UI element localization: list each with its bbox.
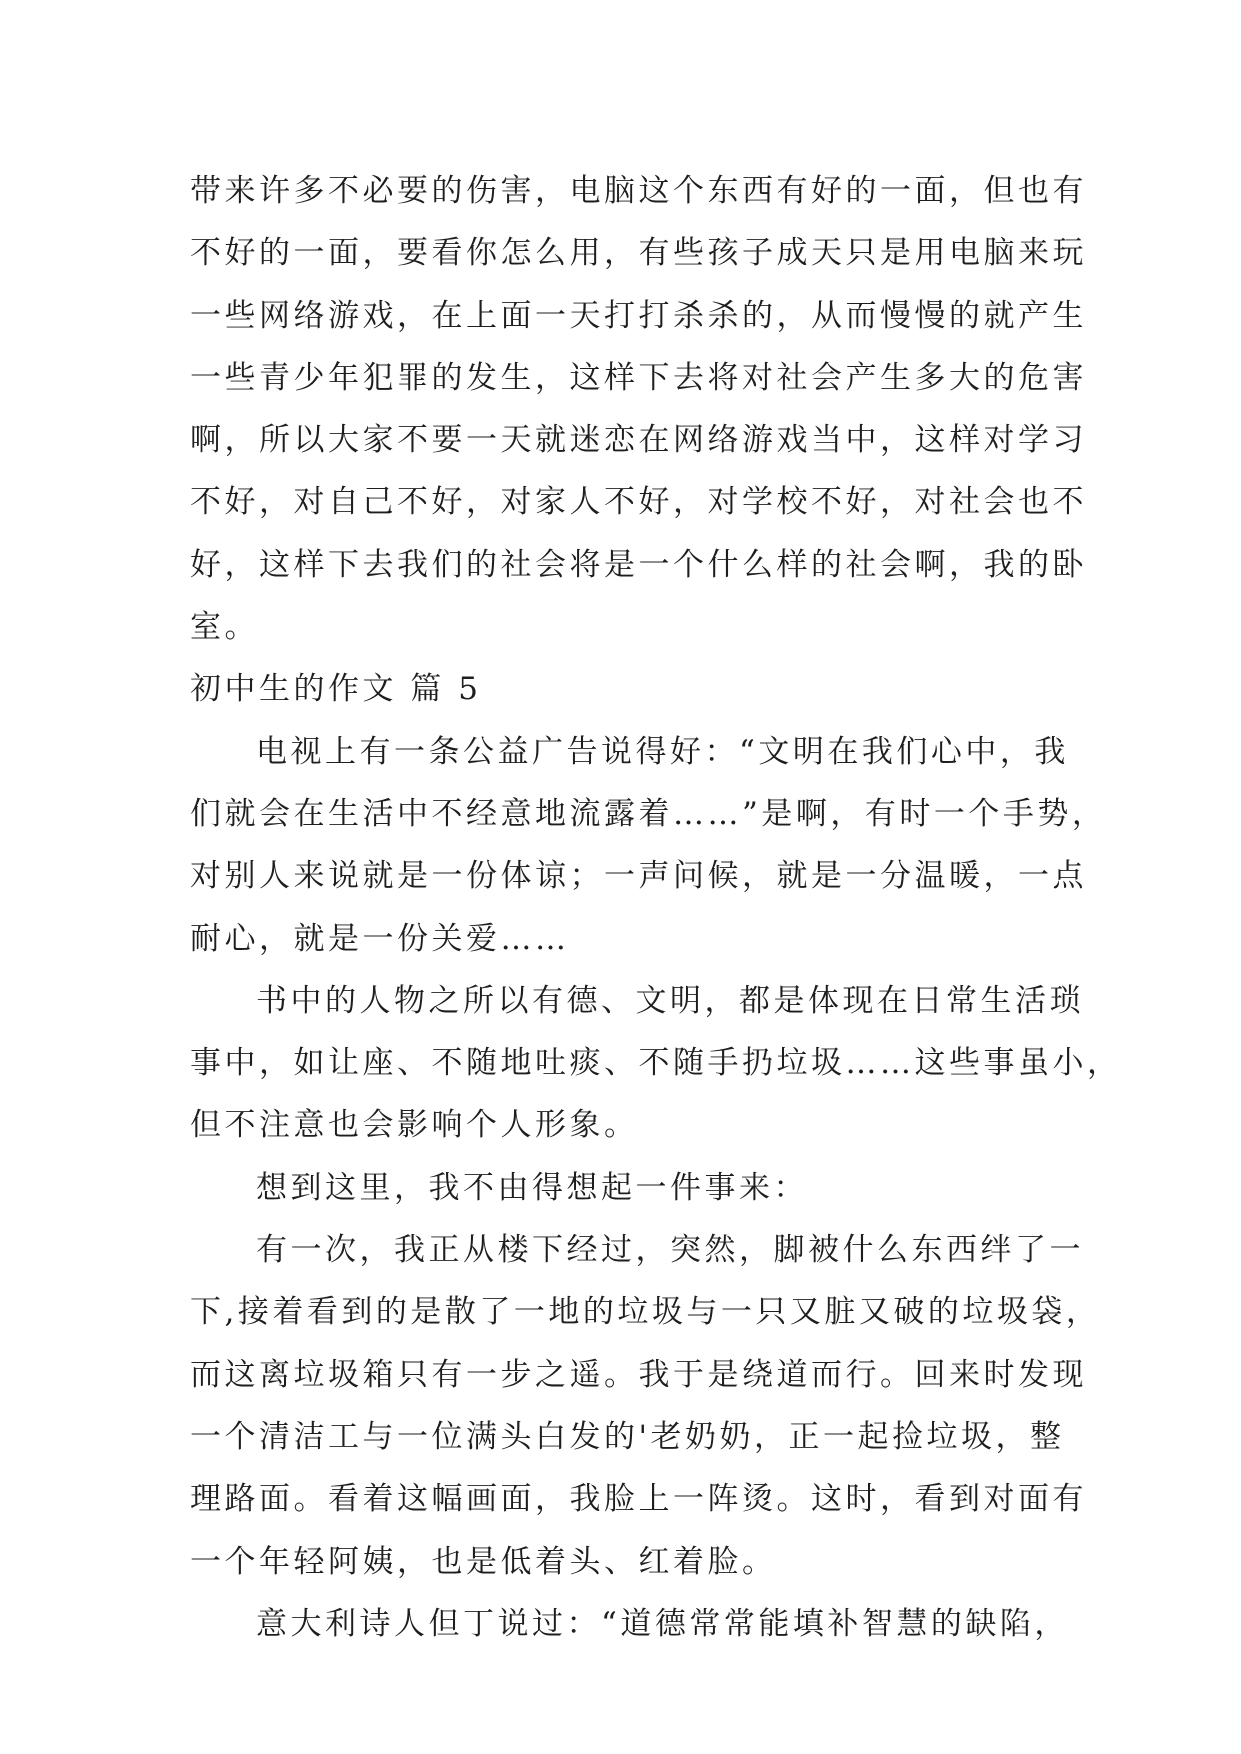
- text-line: 耐心，就是一份关爱……: [190, 920, 570, 957]
- text-line: 事中，如让座、不随地吐痰、不随手扔垃圾……这些事虽小，: [190, 1045, 1122, 1082]
- text-line: 一个清洁工与一位满头白发的'老奶奶，正一起捡垃圾，整: [190, 1418, 1065, 1455]
- text-line: 不好的一面，要看你怎么用，有些孩子成天只是用电脑来玩: [190, 235, 1087, 272]
- text-line: 一些网络游戏，在上面一天打打杀杀的，从而慢慢的就产生: [190, 297, 1087, 334]
- text-line: 电视上有一条公益广告说得好：“文明在我们心中，我: [256, 733, 1069, 770]
- text-line: 带来许多不必要的伤害，电脑这个东西有好的一面，但也有: [190, 173, 1087, 209]
- text-line: 一个年轻阿姨，也是低着头、红着脸。: [190, 1543, 777, 1580]
- text-line: 们就会在生活中不经意地流露着……”是啊，有时一个手势，: [190, 795, 1107, 832]
- text-line: 对别人来说就是一份体谅；一声问候，就是一分温暖，一点: [190, 858, 1087, 895]
- text-line: 理路面。看着这幅画面，我脸上一阵烫。这时，看到对面有: [190, 1481, 1087, 1518]
- text-line: 而这离垃圾箱只有一步之遥。我于是绕道而行。回来时发现: [190, 1356, 1087, 1393]
- document-body: [190, 160, 1122, 1655]
- text-line: 不好，对自己不好，对家人不好，对学校不好，对社会也不: [190, 484, 1087, 521]
- text-line: 下,接着看到的是散了一地的垃圾与一只又脏又破的垃圾袋，: [190, 1294, 1101, 1331]
- text-line: 想到这里，我不由得想起一件事来：: [256, 1169, 808, 1206]
- text-line: 有一次，我正从楼下经过，突然，脚被什么东西绊了一: [256, 1232, 1084, 1269]
- text-line: 好，这样下去我们的社会将是一个什么样的社会啊，我的卧: [190, 546, 1087, 583]
- text-line: 意大利诗人但丁说过：“道德常常能填补智慧的缺陷，: [256, 1605, 1069, 1642]
- section-heading: 初中生的作文 篇 5: [190, 671, 482, 708]
- text-line: 啊，所以大家不要一天就迷恋在网络游戏当中，这样对学习: [190, 422, 1087, 459]
- text-line: 一些青少年犯罪的发生，这样下去将对社会产生多大的危害: [190, 359, 1087, 396]
- text-line: 室。: [190, 609, 259, 646]
- text-line: 但不注意也会影响个人形象。: [190, 1107, 639, 1144]
- text-line: 书中的人物之所以有德、文明，都是体现在日常生活琐: [256, 982, 1084, 1019]
